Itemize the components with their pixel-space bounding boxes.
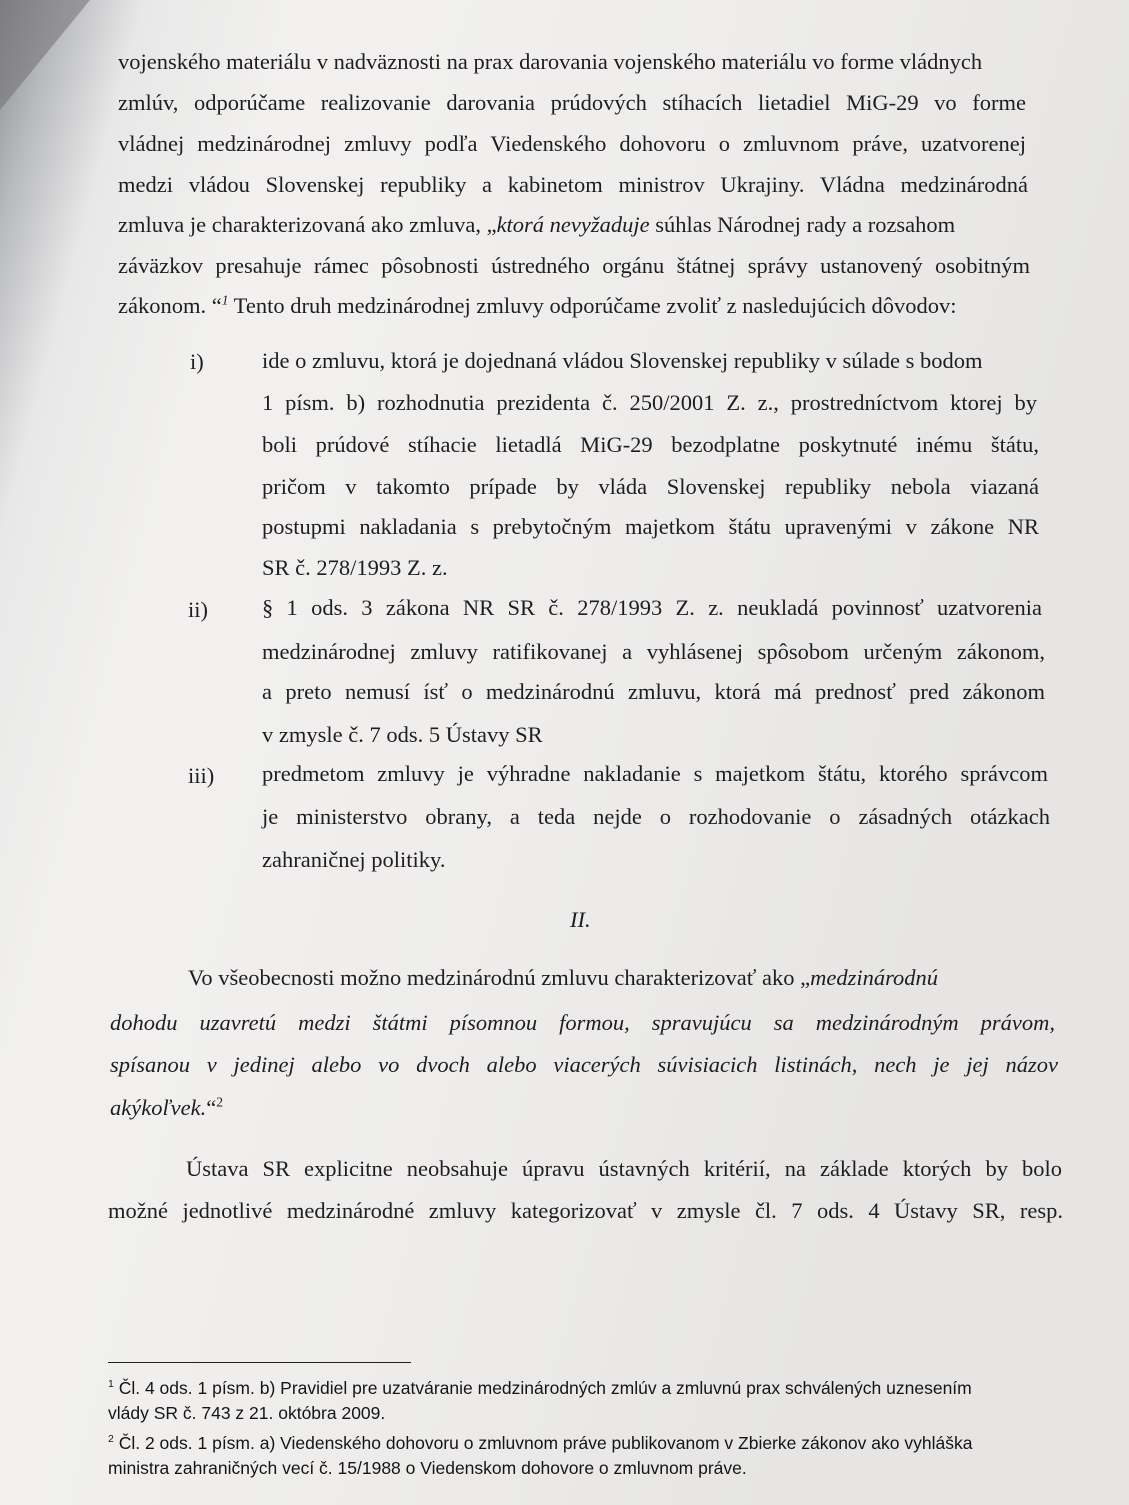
para2-line-2: dohodu uzavretú medzi štátmi písomnou formou, spravujúcu sa medzinárodným právom, (110, 1010, 1055, 1035)
body-line-6: záväzkov presahuje rámec pôsobnosti ústredného orgánu štátnej správy ustanovený osobitným (118, 253, 1030, 278)
list-ii-line-1: § 1 ods. 3 zákona NR SR č. 278/1993 Z. z. neukladá povinnosť uzatvorenia (262, 595, 1042, 620)
list-ii-line-4: v zmysle č. 7 ods. 5 Ústavy SR (262, 722, 543, 747)
body-line-5-text: zmluva je charakterizovaná ako zmluva, „ (118, 212, 497, 237)
body-line-7-rest: Tento druh medzinárodnej zmluvy odporúčame zvoliť z nasledujúcich dôvodov: (228, 293, 957, 318)
list-marker-i: i) (190, 349, 204, 374)
body-line-7-text: zákonom. “ (118, 293, 222, 318)
list-i-line-6: SR č. 278/1993 Z. z. (262, 555, 448, 580)
para3-line-2: možné jednotlivé medzinárodné zmluvy kategorizovať v zmysle čl. 7 ods. 4 Ústavy SR, resp. (108, 1198, 1063, 1223)
list-i-line-4: pričom v takomto prípade by vláda Slovenskej republiky nebola viazaná (262, 474, 1039, 499)
footnote-ref-1: 1 (221, 292, 229, 308)
footnote-separator (108, 1362, 411, 1363)
list-marker-ii: ii) (188, 597, 208, 622)
body-line-7 (118, 292, 957, 318)
footnote-2-text: Čl. 2 ods. 1 písm. a) Viedenského dohovoru o zmluvnom práve publikovanom v Zbierke zákonov ako vyhláška (113, 1433, 973, 1453)
body-line-5 (118, 214, 955, 237)
list-i-line-3: boli prúdové stíhacie lietadlá MiG-29 bezodplatne poskytnuté inému štátu, (262, 432, 1039, 457)
list-iii-line-3: zahraničnej politiky. (262, 847, 446, 872)
para2-line-1-text: Vo všeobecnosti možno medzinárodnú zmluvu charakterizovať ako „ (188, 965, 811, 990)
para2-line-1-italic: medzinárodnú (810, 965, 939, 990)
body-line-5-italic: ktorá nevyžaduje (496, 212, 650, 237)
para3-line-1: Ústava SR explicitne neobsahuje úpravu ústavných kritérií, na základe ktorých by bolo (186, 1156, 1062, 1181)
list-iii-line-2: je ministerstvo obrany, a teda nejde o rozhodovanie o zásadných otázkach (262, 804, 1050, 829)
list-marker-iii: iii) (188, 763, 215, 788)
footnote-1-text: Čl. 4 ods. 1 písm. b) Pravidiel pre uzatváranie medzinárodných zmlúv a zmluvnú prax schválených uznesením (113, 1378, 972, 1398)
footnote-2-line-1 (108, 1435, 972, 1453)
list-i-line-2: 1 písm. b) rozhodnutia prezidenta č. 250/2001 Z. z., prostredníctvom ktorej by (262, 390, 1037, 415)
body-line-1: vojenského materiálu v nadväznosti na prax darovania vojenského materiálu vo forme vládnych (118, 49, 983, 74)
list-i-line-5: postupmi nakladania s prebytočným majetkom štátu upravenými v zákone NR (262, 514, 1039, 539)
footnote-2-mark: 2 (108, 1433, 114, 1446)
body-line-5-rest: súhlas Národnej rady a rozsahom (649, 212, 956, 237)
footnote-ref-2: 2 (216, 1094, 223, 1110)
list-iii-line-1: predmetom zmluvy je výhradne nakladanie s majetkom štátu, ktorého správcom (262, 761, 1048, 786)
list-i-line-1: ide o zmluvu, ktorá je dojednaná vládou Slovenskej republiky v súlade s bodom (262, 348, 983, 373)
para2-line-4 (110, 1094, 223, 1120)
list-ii-line-3: a preto nemusí ísť o medzinárodnú zmluvu, ktorá má prednosť pred zákonom (262, 679, 1045, 704)
footnote-1-line-2: vlády SR č. 743 z 21. októbra 2009. (108, 1403, 386, 1423)
body-line-2: zmlúv, odporúčame realizovanie darovania prúdových stíhacích lietadiel MiG-29 vo forme (118, 90, 1026, 115)
para2-line-4-quote: “ (206, 1095, 217, 1120)
body-line-3: vládnej medzinárodnej zmluvy podľa Viedenského dohovoru o zmluvnom práve, uzatvorenej (118, 131, 1026, 156)
section-heading: II. (570, 907, 591, 932)
footnote-1-line-1 (108, 1380, 972, 1398)
list-ii-line-2: medzinárodnej zmluvy ratifikovanej a vyhlásenej spôsobom určeným zákonom, (262, 639, 1045, 664)
para2-line-4-italic: akýkoľvek. (110, 1095, 207, 1120)
para2-line-1 (188, 967, 1054, 990)
body-line-4: medzi vládou Slovenskej republiky a kabinetom ministrov Ukrajiny. Vládna medzinárodná (118, 172, 1028, 197)
footnote-1-mark: 1 (108, 1378, 114, 1391)
para2-line-3: spísanou v jedinej alebo vo dvoch alebo viacerých súvisiacich listinách, nech je jej názov (110, 1052, 1058, 1077)
footnote-2-line-2: ministra zahraničných vecí č. 15/1988 o Viedenskom dohovore o zmluvnom práve. (108, 1458, 747, 1478)
